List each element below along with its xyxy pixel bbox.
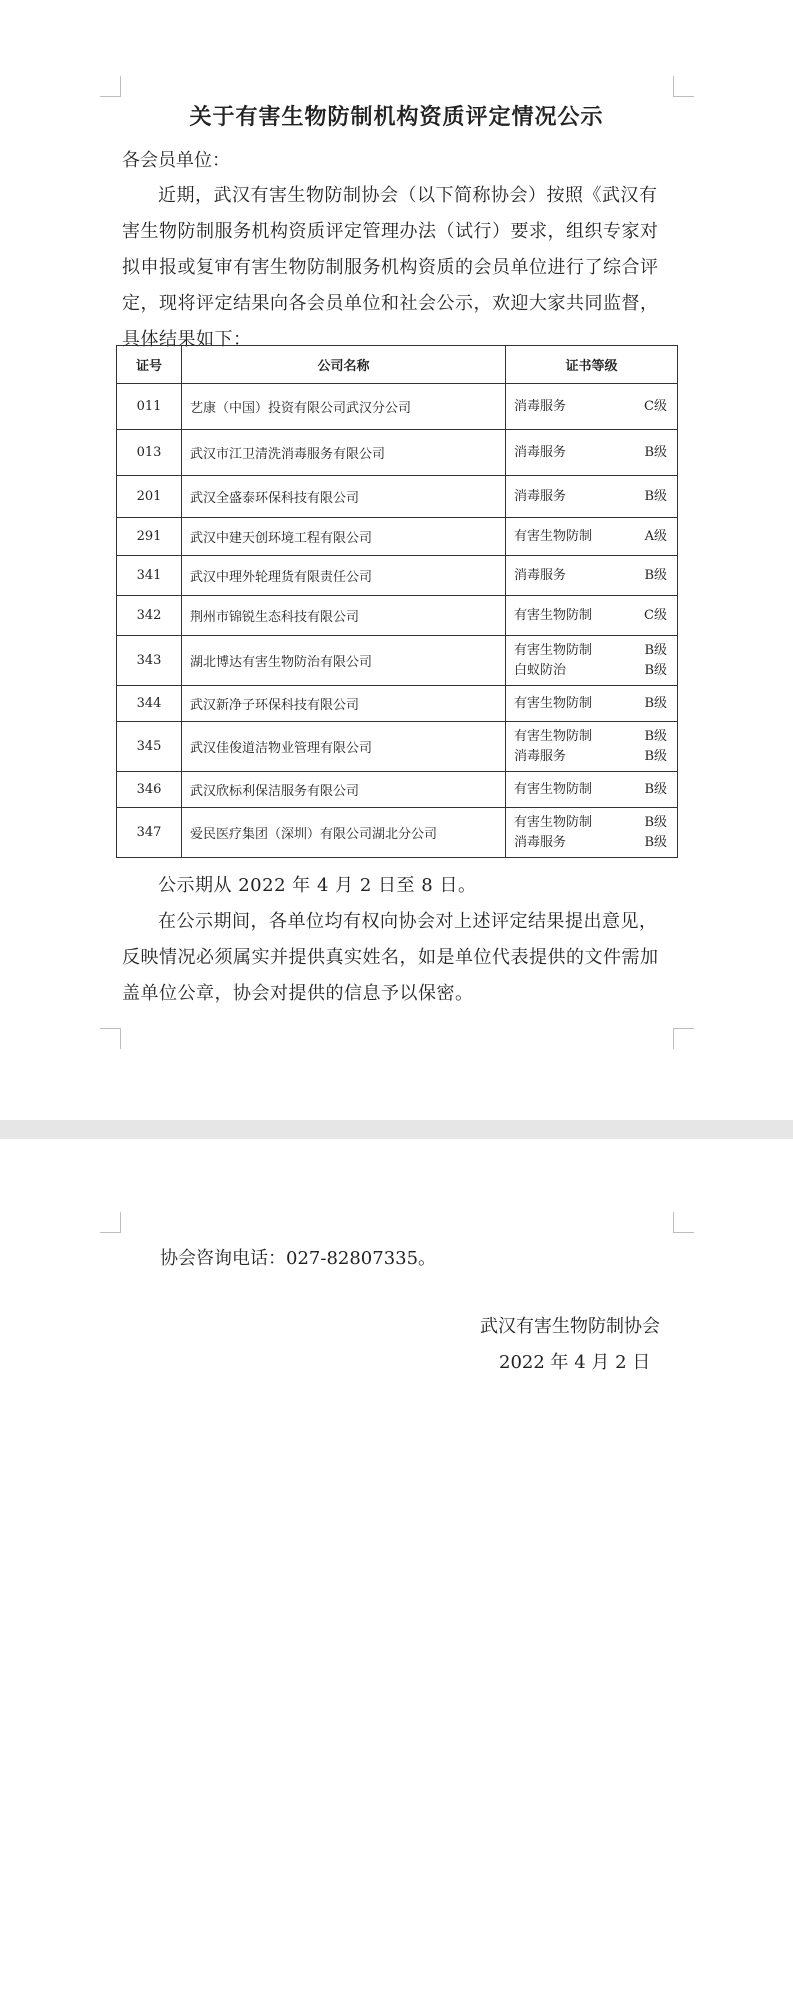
header-cert-grade: 证书等级 — [506, 346, 678, 384]
document-page-2 — [0, 1139, 793, 1995]
cert-number: 343 — [117, 636, 182, 686]
signature: 武汉有害生物防制协会 — [480, 1316, 660, 1337]
cert-number: 347 — [117, 808, 182, 858]
service-type: 消毒服务 — [514, 834, 567, 850]
cert-number: 341 — [117, 556, 182, 596]
table-row — [117, 518, 678, 556]
cert-grade-cell — [506, 556, 678, 596]
cert-number: 011 — [117, 384, 182, 430]
service-type: 消毒服务 — [514, 567, 567, 583]
grade-level: B级 — [644, 728, 667, 744]
grade-level: B级 — [644, 748, 667, 764]
company-name: 艺康（中国）投资有限公司武汉分公司 — [182, 384, 506, 430]
cert-number: 201 — [117, 476, 182, 518]
grade-line — [514, 661, 667, 681]
cert-number: 013 — [117, 430, 182, 476]
cert-number: 345 — [117, 722, 182, 772]
grade-level: B级 — [644, 488, 667, 504]
phone-line: 协会咨询电话：027-82807335。 — [160, 1248, 437, 1269]
page-corner-mark — [673, 1212, 694, 1233]
grade-level: B级 — [644, 567, 667, 583]
cert-grade-cell — [506, 596, 678, 636]
table-row — [117, 722, 678, 772]
salutation: 各会员单位： — [122, 150, 230, 171]
page-corner-mark — [100, 76, 121, 97]
service-type: 有害生物防制 — [514, 695, 593, 711]
service-type: 有害生物防制 — [514, 642, 593, 658]
cert-grade-cell — [506, 384, 678, 430]
table-row — [117, 636, 678, 686]
service-type: 有害生物防制 — [514, 781, 593, 797]
cert-grade-cell — [506, 808, 678, 858]
header-company-name: 公司名称 — [182, 346, 506, 384]
cert-number: 346 — [117, 772, 182, 808]
page-corner-mark — [673, 76, 694, 97]
service-type: 有害生物防制 — [514, 728, 593, 744]
service-type: 消毒服务 — [514, 444, 567, 460]
grade-level: B级 — [644, 444, 667, 460]
header-cert-no: 证号 — [117, 346, 182, 384]
company-name: 爱民医疗集团（深圳）有限公司湖北分公司 — [182, 808, 506, 858]
service-type: 消毒服务 — [514, 398, 567, 414]
grade-line — [514, 641, 667, 661]
service-type: 白蚁防治 — [514, 662, 567, 678]
grade-level: C级 — [644, 607, 667, 623]
table-row — [117, 686, 678, 722]
notice-paragraph: 在公示期间，各单位均有权向协会对上述评定结果提出意见，反映情况必须属实并提供真实姓名，如是单位代表提供的文件需加盖单位公章，协会对提供的信息予以保密。 — [122, 911, 659, 1004]
grade-level: C级 — [644, 398, 667, 414]
company-name: 武汉新净子环保科技有限公司 — [182, 686, 506, 722]
grade-line — [514, 747, 667, 767]
cert-grade-cell — [506, 686, 678, 722]
company-name: 武汉佳俊道洁物业管理有限公司 — [182, 722, 506, 772]
grade-line — [514, 813, 667, 833]
cert-grade-cell — [506, 636, 678, 686]
page-corner-mark — [100, 1028, 121, 1049]
document-title: 关于有害生物防制机构资质评定情况公示 — [189, 104, 604, 130]
intro-paragraph: 近期，武汉有害生物防制协会（以下简称协会）按照《武汉有害生物防制服务机构资质评定管理办法（试行）要求，组织专家对拟申报或复审有害生物防制服务机构资质的会员单位进行了综合评定，现将评定结果向各会员单位和社会公示，欢迎大家共同监督，具体结果如下： — [122, 185, 659, 350]
table-row — [117, 384, 678, 430]
company-name: 武汉欣标利保洁服务有限公司 — [182, 772, 506, 808]
table-row — [117, 430, 678, 476]
table-header-row — [117, 346, 678, 384]
service-type: 消毒服务 — [514, 488, 567, 504]
company-name: 湖北博达有害生物防治有限公司 — [182, 636, 506, 686]
cert-grade-cell — [506, 476, 678, 518]
company-name: 武汉全盛泰环保科技有限公司 — [182, 476, 506, 518]
table-row — [117, 476, 678, 518]
grade-line — [514, 397, 667, 417]
cert-grade-cell — [506, 518, 678, 556]
grade-line — [514, 833, 667, 853]
service-type: 有害生物防制 — [514, 528, 593, 544]
document-date: 2022 年 4 月 2 日 — [499, 1352, 651, 1373]
grade-level: B级 — [644, 814, 667, 830]
table-row — [117, 596, 678, 636]
table-row — [117, 772, 678, 808]
grade-level: B级 — [644, 662, 667, 678]
grade-level: A级 — [644, 528, 667, 544]
company-name: 武汉中建天创环境工程有限公司 — [182, 518, 506, 556]
company-name: 荆州市锦锐生态科技有限公司 — [182, 596, 506, 636]
page-separator — [0, 1120, 793, 1139]
grade-level: B级 — [644, 781, 667, 797]
company-name: 武汉中理外轮理货有限责任公司 — [182, 556, 506, 596]
grade-line — [514, 566, 667, 586]
grade-level: B级 — [644, 834, 667, 850]
grade-line — [514, 727, 667, 747]
grade-line — [514, 443, 667, 463]
cert-grade-cell — [506, 772, 678, 808]
period-paragraph: 公示期从 2022 年 4 月 2 日至 8 日。 — [158, 875, 477, 896]
cert-number: 291 — [117, 518, 182, 556]
cert-grade-cell — [506, 430, 678, 476]
grade-level: B级 — [644, 695, 667, 711]
grade-line — [514, 694, 667, 714]
table-row — [117, 556, 678, 596]
grade-line — [514, 527, 667, 547]
page-corner-mark — [673, 1028, 694, 1049]
results-table — [116, 345, 678, 858]
grade-line — [514, 606, 667, 626]
grade-level: B级 — [644, 642, 667, 658]
service-type: 消毒服务 — [514, 748, 567, 764]
grade-line — [514, 487, 667, 507]
grade-line — [514, 780, 667, 800]
page-corner-mark — [100, 1212, 121, 1233]
cert-grade-cell — [506, 722, 678, 772]
service-type: 有害生物防制 — [514, 814, 593, 830]
cert-number: 344 — [117, 686, 182, 722]
service-type: 有害生物防制 — [514, 607, 593, 623]
cert-number: 342 — [117, 596, 182, 636]
table-row — [117, 808, 678, 858]
company-name: 武汉市江卫清洗消毒服务有限公司 — [182, 430, 506, 476]
